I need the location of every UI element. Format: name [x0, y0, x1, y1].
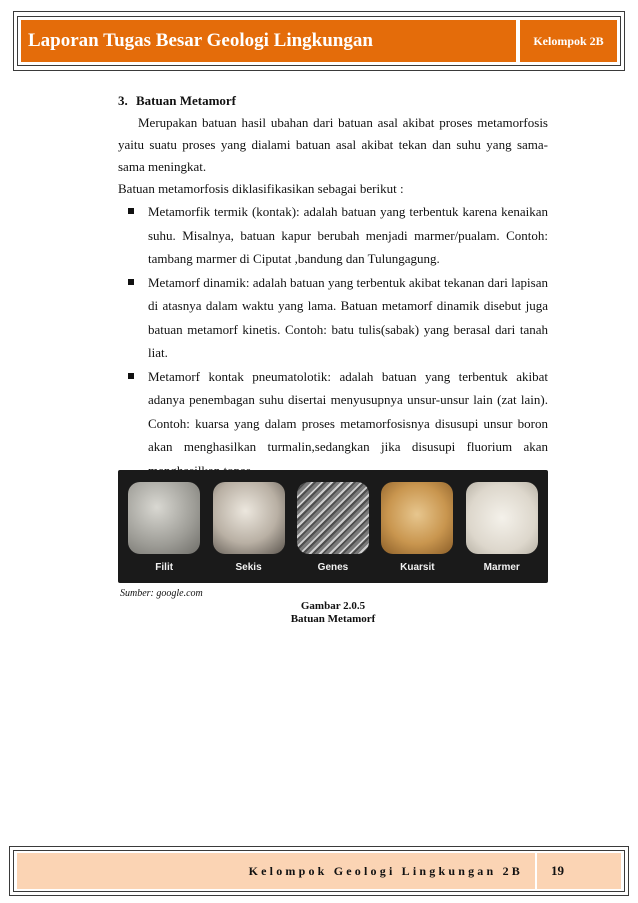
classification-sentence: Batuan metamorfosis diklasifikasikan sebagai berikut : [118, 181, 404, 196]
sekis-rock-icon [213, 482, 285, 554]
square-bullet-icon [128, 373, 134, 379]
intro-line: Merupakan batuan hasil ubahan dari batuan asal akibat proses metamorfosis [138, 115, 548, 130]
square-bullet-icon [128, 279, 134, 285]
rock-label: Marmer [483, 561, 520, 573]
rock-label: Filit [155, 561, 174, 573]
rock-label: Genes [317, 561, 349, 573]
section-title: Batuan Metamorf [136, 93, 237, 108]
marmer-rock-icon [466, 482, 538, 554]
classification-list [118, 200, 548, 482]
list-item [118, 365, 548, 483]
page-number: 19 [537, 853, 621, 889]
list-item-text: Metamorf kontak pneumatolotik: adalah batuan yang terbentuk akibat adanya penembagan suhu disertai menyusupnya unsur-unsur lain (zat lain). Contoh: kuarsa yang dalam proses metamorfosisnya disusupi unsur boron akan menghasilkan turmalin,sedangkan jika disusupi fluorium akan [148, 368, 548, 454]
rock-samples-image [118, 470, 548, 583]
rock-sample [294, 476, 372, 578]
intro-line: yaitu suatu proses yang dialami batuan asal akibat tekan dan suhu yang sama- [118, 137, 548, 152]
filit-rock-icon [128, 482, 200, 554]
document-title: Laporan Tugas Besar Geologi Lingkungan [21, 20, 516, 62]
page-header [21, 20, 617, 62]
rock-label: Kuarsit [400, 561, 435, 573]
rock-sample [378, 476, 456, 578]
list-item [118, 271, 548, 365]
genes-rock-icon [297, 482, 369, 554]
image-source: Sumber: google.com [120, 588, 203, 599]
figure-number: Gambar 2.0.5 [300, 600, 366, 612]
group-label: Kelompok 2B [520, 20, 617, 62]
square-bullet-icon [128, 208, 134, 214]
list-item-text: Metamorf dinamik: adalah batuan yang terbentuk akibat tekanan dari lapisan di atasnya dalam waktu yang lama. Batuan metamorf dinamik disebut juga batuan metamorf kinetis. Contoh: batu tulis(sabak) yang berasal dari tanah liat. [148, 274, 548, 360]
list-item [118, 200, 548, 271]
rock-label: Sekis [235, 561, 262, 573]
section-number: 3. [118, 93, 128, 108]
section-heading [118, 90, 548, 112]
figure-caption [118, 600, 548, 626]
rock-sample [125, 476, 203, 578]
main-content [118, 84, 548, 482]
rock-sample [210, 476, 288, 578]
page-footer [17, 853, 621, 889]
figure-title: Batuan Metamorf [290, 613, 376, 625]
intro-paragraph [118, 112, 548, 178]
rock-sample [463, 476, 541, 578]
list-item-text: Metamorfik termik (kontak): adalah batuan yang terbentuk karena kenaikan suhu. Misalnya, batuan kapur berubah menjadi marmer/pualam. Contoh: tambang marmer di Ciputat ,bandung dan Tulungagung. [148, 204, 548, 266]
intro-line: sama meningkat. [118, 159, 207, 174]
footer-text: Kelompok Geologi Lingkungan 2B [17, 853, 535, 889]
kuarsit-rock-icon [381, 482, 453, 554]
